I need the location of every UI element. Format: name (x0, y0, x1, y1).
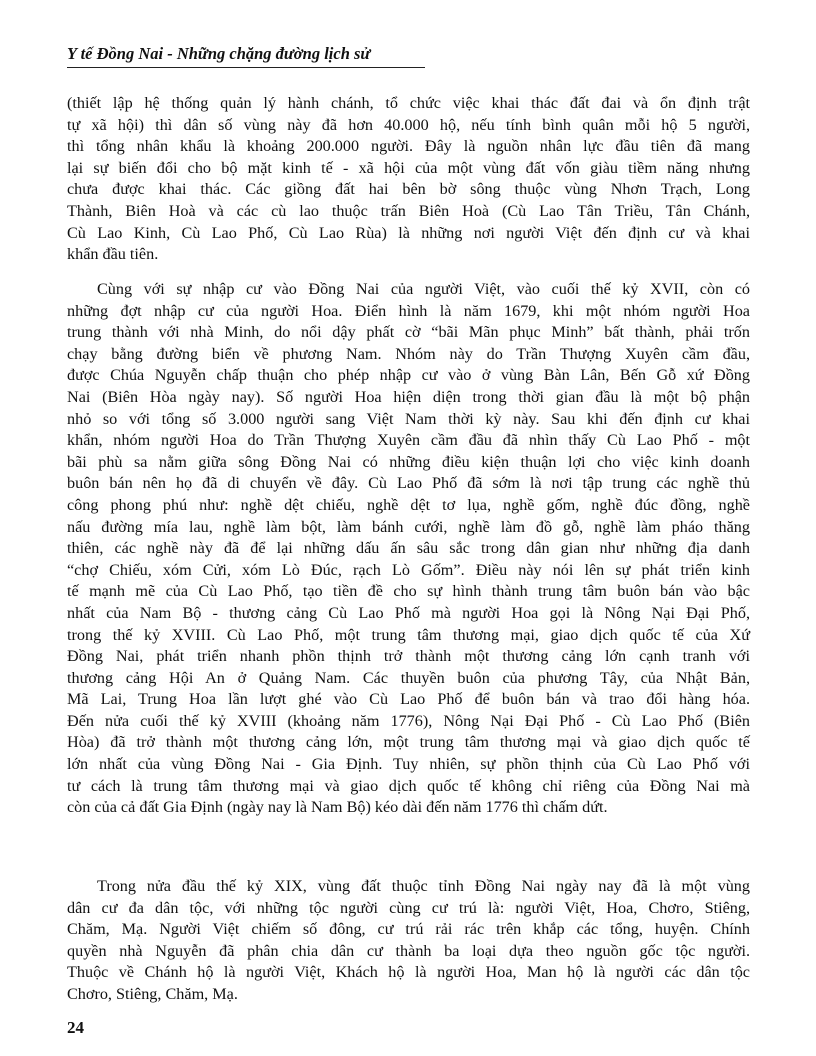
text-line: những đợt nhập cư của người Hoa. Điển hình là năm 1679, khi một nhóm người Hoa (67, 301, 750, 320)
text-line: chạy bằng đường biển về phương Nam. Nhóm này do Trần Thượng Xuyên cầm đầu, (67, 344, 750, 363)
text-line: khẩn, nhóm người Hoa do Trần Thượng Xuyên cầm đầu đã nhìn thấy Cù Lao Phố - một (67, 431, 750, 450)
header-underline (67, 67, 425, 68)
text-line: “chợ Chiếu, xóm Cửi, xóm Lò Đúc, rạch Lò Gốm”. Điều này nói lên sự phát triển kinh (67, 560, 750, 579)
paragraph-1 (67, 93, 750, 266)
paragraph-3 (67, 876, 750, 1006)
text-line: thiên, các nghề này đã để lại những dấu ấn sâu sắc trong dân gian như những địa danh (67, 539, 750, 558)
text-line: Đồng Nai, phát triển nhanh phồn thịnh trở thành một thương cảng lớn cạnh tranh với (67, 647, 750, 666)
text-line: (thiết lập hệ thống quản lý hành chánh, tổ chức việc khai thác đất đai và ổn định trật (67, 94, 750, 112)
text-line: Nai (Biên Hòa ngày nay). Số người Hoa hiện diện trong thời gian đầu là một bộ phận (67, 387, 750, 406)
text-line: nhất của Nam Bộ - thương cảng Cù Lao Phố mà người Hoa gọi là Nông Nại Đại Phố, (67, 603, 750, 622)
text-line: nấu đường mía lau, nghề làm bột, làm bánh cưới, nghề làm đồ gỗ, nghề làm pháo thăng (67, 517, 750, 536)
text-line: Đến nửa cuối thế kỷ XVIII (khoảng năm 1776), Nông Nại Đại Phố - Cù Lao Phố (Biên (67, 711, 750, 730)
text-line: Chăm, Mạ. Người Việt chiếm số đông, cư trú rải rác trên khắp các tổng, huyện. Chính (67, 920, 750, 939)
text-line: trong thế kỷ XVIII. Cù Lao Phố, một trung tâm thương mại, giao dịch quốc tế của Xứ (67, 625, 750, 644)
page-number: 24 (67, 1018, 84, 1037)
text-line: được Chúa Nguyễn chấp thuận cho phép nhập cư vào ở vùng Bàn Lân, Bến Gỗ xứ Đồng (67, 366, 750, 385)
text-line: còn của cả đất Gia Định (ngày nay là Nam Bộ) kéo dài đến năm 1776 thì chấm dứt. (67, 798, 608, 817)
text-line: lớn nhất của vùng Đồng Nai - Gia Định. Tuy nhiên, sự phồn thịnh của Cù Lao Phố với (67, 755, 750, 774)
text-line: chưa được khai thác. Các giồng đất hai bên bờ sông thuộc vùng Nhơn Trạch, Long (67, 180, 750, 199)
text-line: tế mạnh mẽ của Cù Lao Phố, tạo tiền đề cho sự hình thành trung tâm buôn bán vào bậc (67, 582, 750, 601)
text-line: buôn bán nên họ đã di chuyển về đây. Cù Lao Phố đã sớm là nơi tập trung các nghề thủ (67, 474, 750, 493)
text-line: dân cư đa dân tộc, với những tộc người cùng cư trú là: người Việt, Hoa, Chơro, Stiêng, (67, 898, 750, 917)
text-line: tư cách là trung tâm thương mại và giao dịch quốc tế không chỉ riêng của Đồng Nai mà (67, 776, 750, 795)
text-line: Hòa) đã trở thành một thương cảng lớn, một trung tâm thương mại và giao dịch quốc tế (67, 733, 750, 752)
text-line: tự xã hội) thì dân số vùng này đã hơn 40.000 hộ, nếu tính bình quân mỗi hộ 5 người, (67, 115, 750, 134)
text-line: trung thành với nhà Minh, do nổi dậy phất cờ “bãi Mãn phục Minh” bất thành, phải trốn (67, 323, 750, 342)
text-line: Thành, Biên Hoà và các cù lao thuộc trấn Biên Hoà (Cù Lao Tân Triều, Tân Chánh, (67, 201, 750, 220)
text-line: Thuộc về Chánh hộ là người Việt, Khách hộ là người Hoa, Man hộ là người các dân tộc (67, 963, 750, 982)
text-line: Mã Lai, Trung Hoa lần lượt ghé vào Cù Lao Phố để buôn bán và trao đổi hàng hóa. (67, 690, 750, 709)
text-line: lại sự biến đổi cho bộ mặt kinh tế - xã hội của một vùng đất vốn giàu tiềm năng nhưng (67, 158, 750, 177)
text-line: nhỏ so với tổng số 3.000 người sang Việt Nam thời kỳ này. Sau khi đến định cư khai (67, 409, 750, 428)
text-line: quyền nhà Nguyễn đã phân chia dân cư thành ba loại dựa theo nguồn gốc tộc người. (67, 941, 750, 960)
paragraph-2 (67, 279, 750, 819)
text-line: thì tổng nhân khẩu là khoảng 200.000 người. Đây là nguồn nhân lực đầu tiên đã mang (67, 137, 750, 156)
text-line: Cù Lao Kinh, Cù Lao Phố, Cù Lao Rùa) là những nơi người Việt đến định cư và khai (67, 223, 750, 242)
text-line: khẩn đầu tiên. (67, 245, 159, 264)
text-line: thương cảng Hội An ở Quảng Nam. Các thuyền buôn của phương Tây, của Nhật Bản, (67, 668, 750, 687)
text-line: Cùng với sự nhập cư vào Đồng Nai của người Việt, vào cuối thế kỷ XVII, còn có (97, 280, 750, 298)
running-header: Y tế Đồng Nai - Những chặng đường lịch sử (67, 44, 371, 63)
text-line: bãi phù sa nằm giữa sông Đồng Nai có những điều kiện thuận lợi cho việc kinh doanh (67, 452, 750, 471)
text-line: Chơro, Stiêng, Chăm, Mạ. (67, 984, 238, 1003)
text-line: Trong nửa đầu thế kỷ XIX, vùng đất thuộc tỉnh Đồng Nai ngày nay đã là một vùng (97, 877, 750, 895)
text-line: công phong phú như: nghề dệt chiếu, nghề dệt tơ lụa, nghề gốm, nghề đúc đồng, nghề (67, 495, 750, 514)
